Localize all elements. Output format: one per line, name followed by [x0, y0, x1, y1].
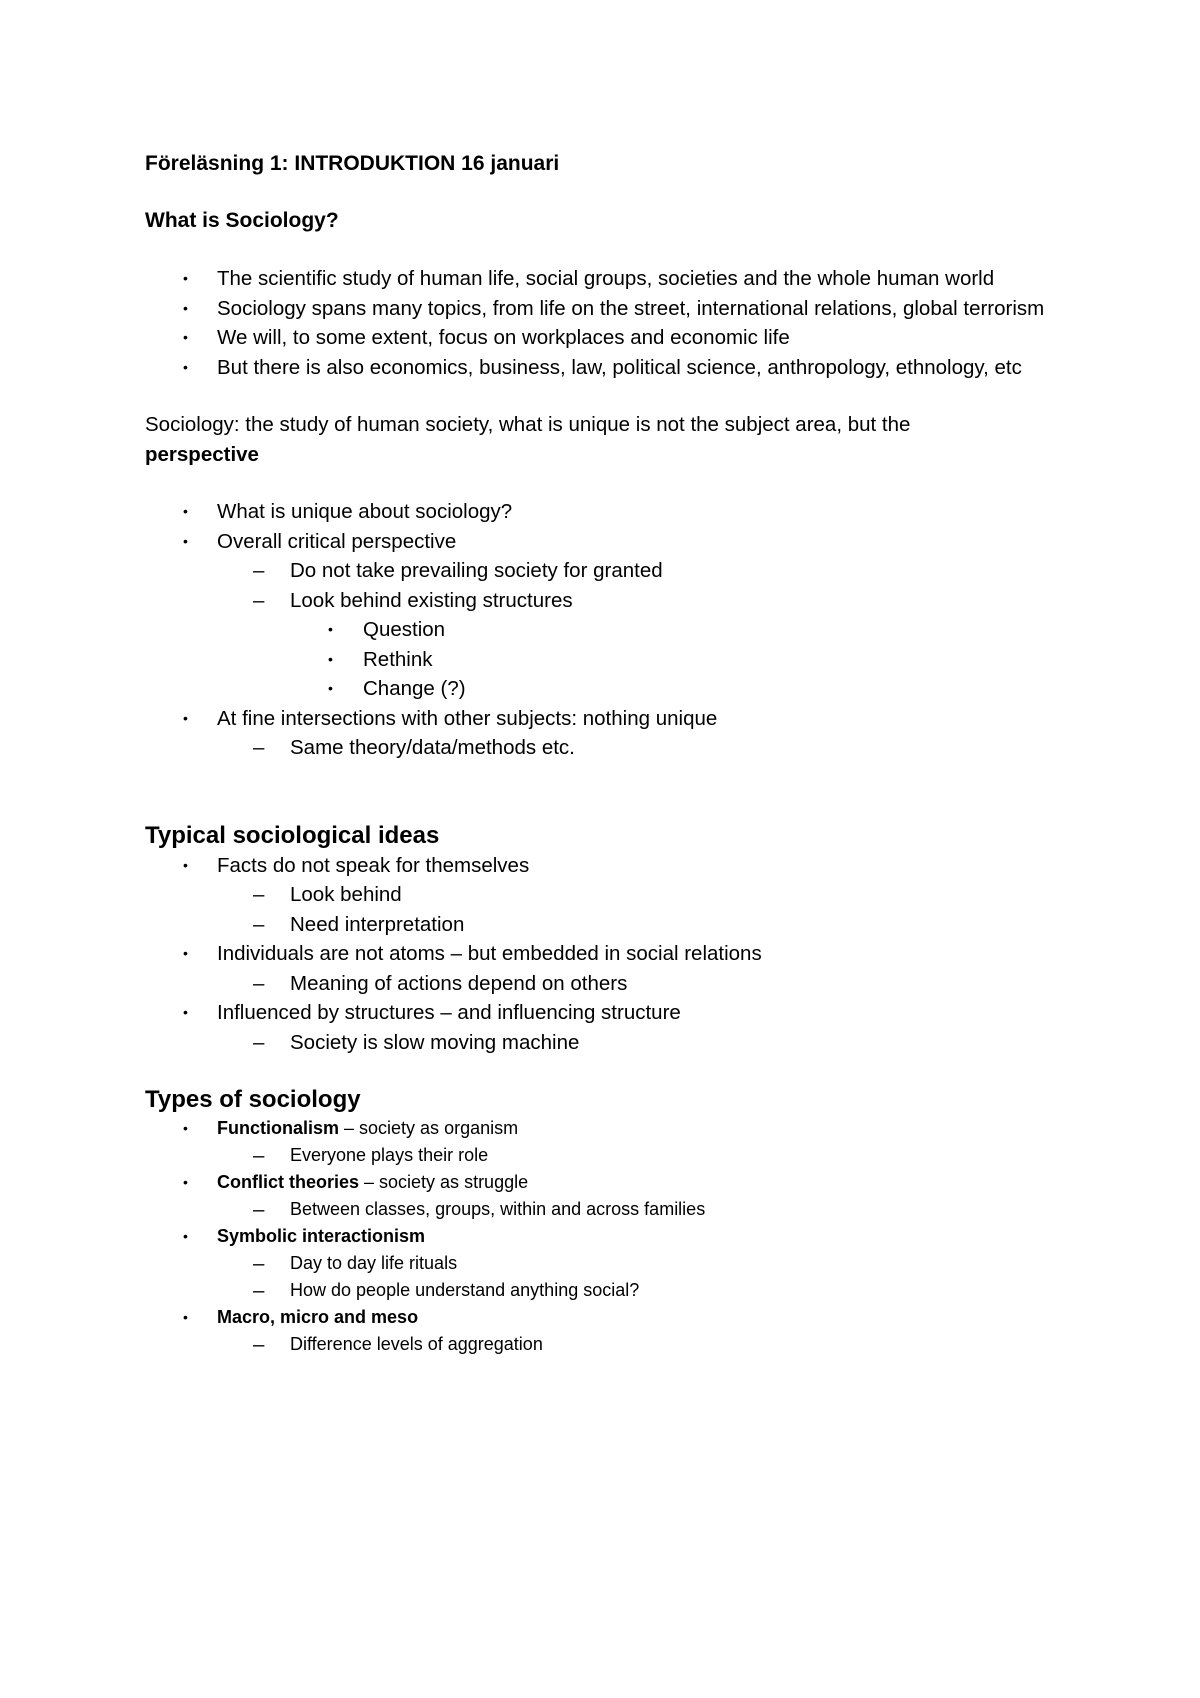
bullet-marker: • — [328, 621, 333, 637]
dash-marker: – — [253, 588, 265, 612]
dash-marker: – — [253, 1030, 265, 1054]
dash-marker: – — [253, 1198, 265, 1221]
dash-marker: – — [253, 1252, 265, 1275]
dash-marker: – — [253, 883, 265, 906]
list-item: – Society is slow moving machine — [145, 1028, 1105, 1058]
list-item: – Do not take prevailing society for granted — [145, 556, 1105, 586]
bullet-marker: • — [183, 503, 188, 519]
list-item: • At fine intersections with other subjects: nothing unique — [145, 704, 1105, 734]
list-item: • Symbolic interactionism — [145, 1223, 1105, 1250]
bullet-marker: • — [183, 299, 188, 316]
bullet-marker: • — [183, 270, 188, 286]
list-item: – Look behind existing structures — [145, 586, 1105, 616]
dash-marker: – — [253, 736, 265, 759]
list-item: • Individuals are not atoms – but embedded in social relations — [145, 939, 1105, 969]
bullet-marker: • — [183, 945, 188, 961]
bullet-marker: • — [328, 650, 333, 667]
list-item: • But there is also economics, business, law, political science, anthropology, ethnology, etc — [145, 353, 1105, 383]
section-heading-types-of-sociology: Types of sociology — [145, 1086, 361, 1113]
list-item: • Conflict theories – society as struggle — [145, 1169, 1105, 1196]
list-item: • What is unique about sociology? — [145, 497, 1105, 527]
bullet-marker: • — [183, 1120, 188, 1136]
definition-paragraph: Sociology: the study of human society, what is unique is not the subject area, but the perspective — [145, 413, 911, 466]
list-item: • Functionalism – society as organism — [145, 1115, 1105, 1142]
list-item: – Day to day life rituals — [253, 1252, 458, 1275]
types-list — [145, 1115, 1105, 1358]
dash-marker: – — [253, 1333, 265, 1356]
list-item: – Everyone plays their role — [253, 1144, 489, 1167]
bullet-marker: • — [183, 358, 188, 375]
dash-marker: – — [253, 971, 265, 995]
bullet-marker: • — [183, 856, 188, 873]
bullet-marker: • — [183, 709, 188, 726]
perspective-emphasis: perspective — [145, 442, 259, 466]
bullet-marker: • — [183, 532, 188, 549]
list-item: • Influenced by structures – and influencing structure — [145, 998, 1105, 1028]
list-item: – Difference levels of aggregation — [253, 1333, 543, 1356]
dash-marker: – — [253, 1279, 265, 1302]
list-item: – Look behind — [145, 880, 1105, 910]
unique-list — [145, 497, 1105, 763]
section-heading-typical-ideas: Typical sociological ideas — [145, 821, 440, 849]
document-page — [145, 150, 1105, 1358]
bullet-marker: • — [183, 1004, 188, 1020]
list-item: • We will, to some extent, focus on workplaces and economic life — [145, 323, 1105, 353]
list-item: • Macro, micro and meso — [145, 1304, 1105, 1331]
list-item: • Rethink — [145, 645, 1105, 675]
typical-list — [145, 851, 1105, 1058]
bullet-marker: • — [183, 1309, 188, 1325]
list-item: – Meaning of actions depend on others — [145, 969, 1105, 999]
bullet-marker: • — [183, 329, 188, 345]
bullet-marker: • — [183, 1174, 188, 1190]
list-item: • The scientific study of human life, social groups, societies and the whole human world — [145, 264, 1105, 294]
dash-marker: – — [253, 1144, 265, 1167]
dash-marker: – — [253, 559, 265, 582]
list-item: • Facts do not speak for themselves — [145, 851, 1105, 881]
section-heading-what-is-sociology: What is Sociology? — [145, 209, 339, 232]
dash-marker: – — [253, 912, 265, 936]
list-item: • Overall critical perspective — [145, 527, 1105, 557]
list-item: • Sociology spans many topics, from life on the street, international relations, global terrorism — [145, 294, 1105, 324]
list-item: – Need interpretation — [145, 910, 1105, 940]
what-is-list — [145, 264, 1105, 382]
bullet-marker: • — [328, 680, 333, 696]
list-item: – How do people understand anything social? — [253, 1279, 640, 1302]
bullet-marker: • — [183, 1228, 188, 1244]
list-item: – Between classes, groups, within and across families — [253, 1198, 706, 1221]
list-item: • Change (?) — [145, 674, 1105, 704]
list-item: – Same theory/data/methods etc. — [145, 733, 1105, 763]
page-title: Föreläsning 1: INTRODUKTION 16 januari — [145, 152, 560, 175]
list-item: • Question — [145, 615, 1105, 645]
